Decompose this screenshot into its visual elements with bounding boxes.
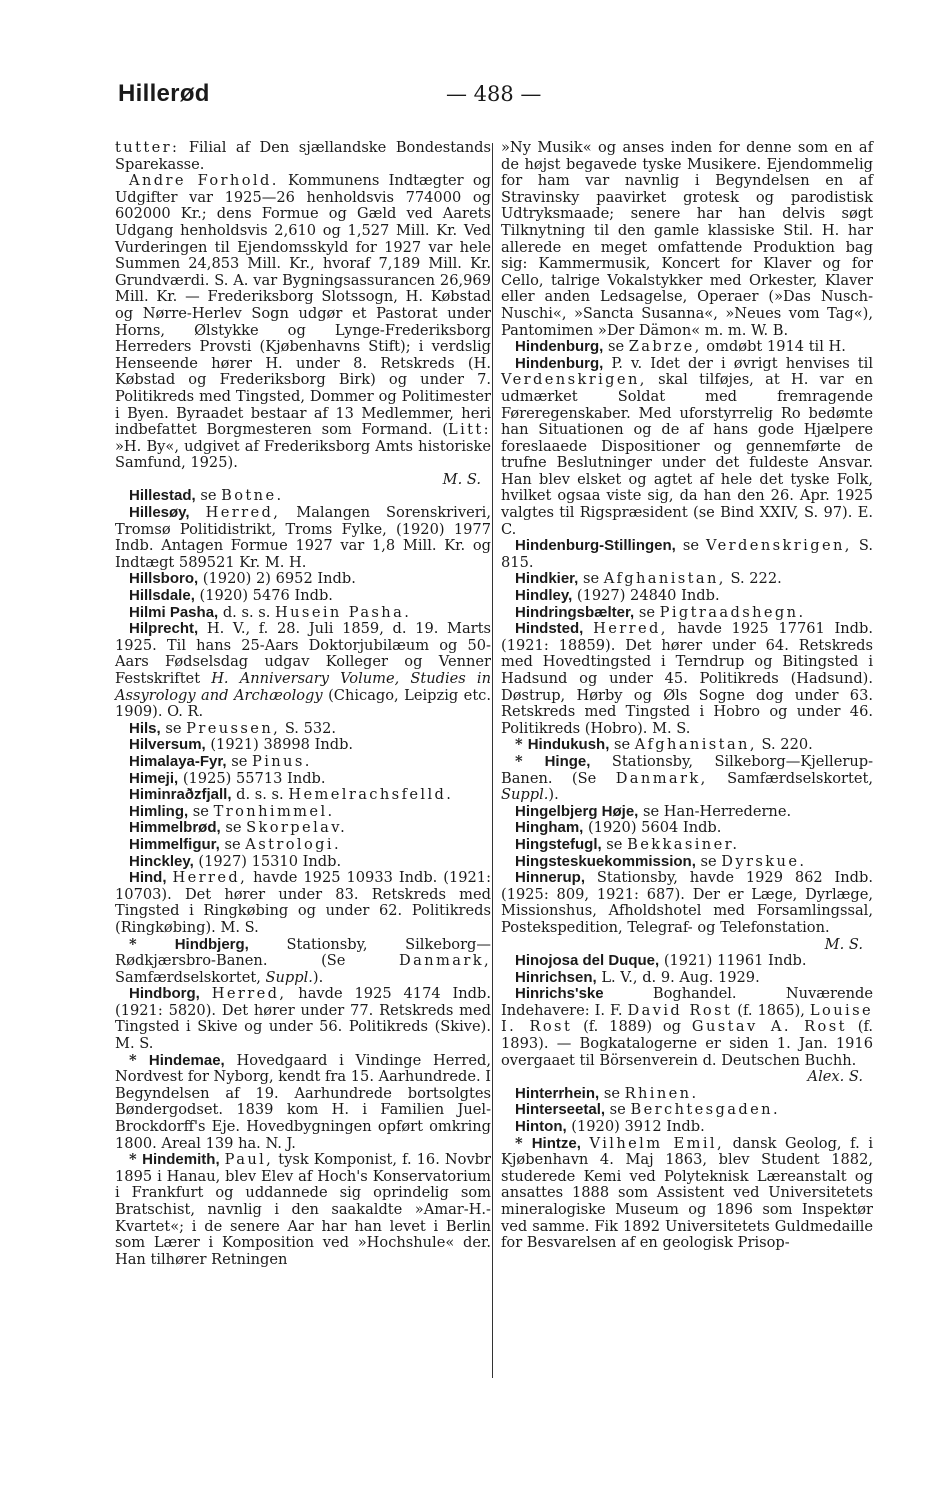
spaced-text: tutter: — [115, 139, 180, 156]
spaced-text: Bekkasiner. — [627, 835, 740, 853]
left-column — [115, 140, 491, 1268]
entry-text: havde 1925 10933 Indb. (1921: 10703). Det hører under 83. Retskreds med Tingsted i Ringkøbing og under 62. Politikreds (Ringkøbing). M. S. — [115, 869, 492, 936]
spaced-text: Husein Pasha. — [275, 603, 412, 621]
asterisk-marker: * — [515, 736, 528, 754]
entry-headword: Hind, — [129, 869, 167, 887]
spaced-text: Tronhimmel. — [213, 802, 335, 820]
entry-text: (1921) 11961 Indb. — [659, 952, 807, 970]
entry-text: se — [219, 835, 246, 853]
entry-text: S. 815. — [501, 537, 873, 571]
entry-text: tysk Komponist, f. 16. Novbr 1895 i Hanau, blev Elev af Hoch's Konservatorium i Frankfurt og uddannede sig oprindelig som Bratschist, navnlig i den saakaldte »Amar-H.-Kvartet«; i de senere Aar har han levet i Berlin som Lærer i Komposition ved »Hochshule« der. Han tilhører Retningen — [115, 1151, 492, 1268]
entry-headword: Hillsdale, — [129, 587, 195, 605]
entry-text — [200, 985, 212, 1002]
spaced-text: Louise I. Rost — [501, 1001, 873, 1036]
dictionary-entry — [501, 1136, 873, 1252]
entry-text: se — [675, 537, 707, 555]
dictionary-entry — [115, 771, 491, 788]
text-paragraph — [115, 140, 491, 173]
spaced-text: Botne. — [221, 487, 284, 505]
spaced-text: Skorpelav. — [246, 819, 348, 837]
entry-headword: Hinton, — [515, 1118, 567, 1136]
dictionary-entry — [115, 1152, 491, 1268]
entry-text: se Han-Herrederne. — [638, 802, 792, 820]
entry-headword: Hingelbjerg Høje, — [515, 802, 639, 820]
dictionary-entry — [501, 804, 873, 821]
entry-text: S. 532. — [280, 719, 337, 737]
dictionary-entry — [501, 588, 873, 605]
dictionary-entry — [501, 1102, 873, 1119]
entry-text: se — [695, 852, 722, 870]
entry-text: se — [195, 487, 222, 505]
entry-text: S. 220. — [756, 736, 813, 754]
entry-headword: Hilmi Pasha, — [129, 603, 219, 621]
entry-headword: Hingstefugl, — [515, 835, 602, 853]
entry-headword: Hindkier, — [515, 570, 579, 588]
entry-headword: Hindemith, — [142, 1151, 220, 1169]
dictionary-entry — [115, 870, 491, 936]
entry-text: (1921) 38998 Indb. — [205, 736, 354, 754]
entry-text: se — [578, 570, 604, 588]
entry-text: Boghandel. Nuværende Indehavere: I. F. — [501, 985, 873, 1019]
entry-headword: Hingsteskuekommission, — [515, 852, 696, 870]
entry-text: se — [634, 603, 660, 621]
spaced-text: Zabrze, — [628, 338, 702, 356]
dictionary-entry — [115, 605, 491, 622]
entry-text: (1920) 5476 Indb. — [194, 587, 333, 605]
entry-text: (f. 1893). — Bogkatalogerne er siden 1. Jan. 1916 overgaaet til Börsenverein d. Deutschen Buchh. — [501, 1018, 873, 1069]
entry-text: »H. By«, udgivet af Frederiksborg Amts historiske Samfund, 1925). — [115, 437, 491, 472]
dictionary-entry — [115, 621, 491, 721]
spaced-text: Herred, — [205, 504, 281, 522]
entry-headword: Hindborg, — [129, 985, 200, 1003]
entry-text: Stationsby, Silkeborg—Kjellerup-Banen. (Se — [501, 752, 873, 787]
entry-text: Malangen Sorenskriveri, Tromsø Politidistrikt, Troms Fylke, (1920) 1977 Indb. Antagen Formue 1927 var 1,8 Mill. Kr. og Indtægt 589521 Kr. M. H. — [115, 504, 491, 571]
entry-headword: Hinterseetal, — [515, 1101, 606, 1119]
entry-text: (1927) 15310 Indb. — [193, 852, 342, 870]
entry-text: d. s. s. — [231, 786, 289, 804]
dictionary-entry — [501, 953, 873, 970]
dictionary-entry — [501, 538, 873, 571]
entry-text: Kommunens Indtægter og Udgifter var 1925—26 henholdsvis 774000 og 602000 Kr.; dens Formue og Gæld ved Aarets Udgang henholdsvis 2,610 og 1,527 Mill. Kr. Ved Vurderingen til Ejendomsskyld for 1927 var hele Summen 24,853 Mill. Kr., hvoraf 7,189 Mill. Kr. Grundværdi. S. A. var Bygningsassurancen 26,969 Mill. Kr. — Frederiksborg Slotssogn, H. Købstad og Nørre-Herlev Sogn udgør et Pastorat under Horns, Ølstykke og Lynge-Frederiksborg Herreders Provsti (Kjøbenhavns Stift); i verdslig Henseende hører H. under 8. Retskreds (H. Købstad og Frederiksborg Birk) og under 7. Politikreds med Tingsted, Dommer og Politimester i Byen. Byraadet bestaar af 13 Medlemmer, heri indbefattet Borgmesteren som Formand. ( — [115, 172, 491, 439]
entry-headword: Hinojosa del Duque, — [515, 952, 660, 970]
entry-text: (1925) 55713 Indb. — [178, 769, 326, 787]
italic-text: Suppl. — [265, 968, 313, 986]
entry-text — [190, 504, 206, 521]
entry-text: Stationsby, havde 1929 862 Indb. (1925: 809, 1921: 687). Der er Læge, Dyrlæge, Missionshus, Afholdshotel med Forsamlingssal, Postekspedition, Telegraf- og Telefonstation. — [501, 869, 873, 936]
entry-text: Filial af Den sjællandske Bondestands Sparekasse. — [115, 139, 491, 173]
entry-text: (1920) 2) 6952 Indb. — [198, 570, 356, 588]
spaced-text: Herred, — [172, 869, 248, 887]
entry-text: se — [188, 802, 214, 820]
spaced-text: Dyrskue. — [721, 852, 807, 870]
entry-text: ). — [312, 968, 324, 986]
dictionary-entry — [115, 986, 491, 1052]
entry-text — [583, 620, 593, 637]
entry-text: H. V., f. 28. Juli 1859, d. 19. Marts 1925. Til hans 25-Aars Doktorjubilæum og 50-Aars Fødselsdag udgav Kolleger og Venner Festskriftet — [115, 620, 491, 687]
entry-headword: Himeji, — [129, 769, 179, 787]
entry-headword: Hinterrhein, — [515, 1084, 600, 1102]
asterisk-marker: * — [129, 935, 175, 953]
entry-headword: Hindenburg, — [515, 338, 604, 356]
entry-text: (1927) 24840 Indb. — [572, 587, 720, 605]
dictionary-entry — [501, 986, 873, 1069]
spaced-text: Andre Forhold. — [129, 172, 279, 190]
spaced-text: Afghanistan, — [603, 570, 726, 588]
entry-headword: Himmelbrød, — [129, 819, 221, 837]
spaced-text: Verdenskrigen, — [501, 371, 647, 389]
entry-text: se — [601, 835, 628, 853]
author-signature: M. S. — [442, 470, 481, 488]
right-column — [501, 140, 873, 1252]
entry-text: Hovedgaard i Vindinge Herred, Nordvest for Nyborg, kendt fra 15. Aarhundrede. I Begyndelsen af 19. Aarhundrede bortsolgtes Bøndergodset. 1839 kom H. i Familien Juel-Brockdorff's Eje. Hovedbygningen opført omkring 1800. Areal 139 ha. N. J. — [115, 1051, 491, 1152]
author-signature: M. S. — [824, 935, 863, 953]
dictionary-entry — [501, 1086, 873, 1103]
entry-text: »Ny Musik« og anses inden for denne som en af de højst begavede tyske Musikere. Ejendommelig for ham var navnlig i Begyndelsen en af Stravinsky paavirket grotesk og parodistisk Udtryksmaade; senere har han delvis søgt Tilknytning til den gamle klassiske Stil. H. har allerede en meget omfattende Produktion bag sig: Kammermusik, Koncert for Klaver og for Cello, talrige Vokalstykker med Orkester, Klaver eller anden Ledsagelse, Operaer (»Das Nusch-Nuschi«, »Sancta Susanna«, »Neues vom Tag«), Pantomimen »Der Dämon« m. m. W. B. — [501, 139, 873, 339]
entry-headword: Hindemae, — [148, 1051, 225, 1069]
dictionary-entry — [501, 1119, 873, 1136]
entry-text: (1920) 3912 Indb. — [566, 1118, 705, 1136]
entry-text: Samfærdselskortet, — [115, 968, 266, 986]
entry-headword: Hilversum, — [129, 736, 206, 754]
entry-headword: Himmelfigur, — [129, 835, 220, 853]
entry-text: ). — [548, 786, 559, 804]
entry-headword: Hils, — [129, 719, 161, 737]
entry-headword: Hintze, — [531, 1134, 581, 1152]
spaced-text: Preussen, — [186, 719, 281, 737]
entry-headword: Hindenburg, — [515, 354, 604, 372]
dictionary-entry — [501, 837, 873, 854]
dictionary-entry — [115, 787, 491, 804]
dictionary-entry — [115, 588, 491, 605]
text-paragraph — [115, 173, 491, 472]
entry-text: S. 222. — [725, 570, 782, 588]
entry-headword: Hinrichs'ske — [515, 985, 604, 1003]
dictionary-entry — [115, 820, 491, 837]
dictionary-entry — [501, 854, 873, 871]
entry-text: Samfærdselskortet, — [707, 769, 873, 787]
spaced-text: Paul, — [224, 1151, 274, 1169]
entry-text: (f. 1865), — [732, 1001, 810, 1019]
entry-text: (f. 1889) og — [572, 1018, 692, 1036]
entry-headword: Hilprecht, — [129, 620, 199, 638]
entry-text: dansk Geolog, f. i Kjøbenhavn 4. Maj 1863, blev Student 1882, studerede Kemi ved Polyteknisk Læreanstalt og ansattes 1888 som Assistent ved Universitetets mineralogiske Museum og 1896 som Inspektør ved samme. Fik 1892 Universitetets Guldmedaille for Besvarelsen af en geologisk Prisop- — [501, 1134, 874, 1252]
entry-headword: Himinraðzfjall, — [129, 786, 232, 804]
entry-text: havde 1925 17761 Indb. (1921: 18859). Det hører under 64. Retskreds med Hovedtingsted i Terndrup og Bitingsted i Hadsund og under 45. Politikreds (Hadsund). Døstrup, Hørby og Øls Sogne dog under 63. Retskreds med Tingsted i Hobro og under 46. Politikreds (Hobro). M. S. — [501, 620, 874, 737]
entry-headword: Himalaya-Fyr, — [129, 752, 227, 770]
asterisk-marker: * — [515, 1134, 532, 1152]
entry-text: Stationsby, Silkeborg—Rødkjærsbro-Banen. (Se — [115, 935, 491, 970]
entry-text: se — [603, 338, 629, 356]
entry-headword: Hinnerup, — [515, 869, 585, 887]
author-signature: Alex. S. — [807, 1068, 863, 1086]
entry-text — [581, 1135, 590, 1152]
entry-text: L. V., d. 9. Aug. 1929. — [596, 968, 760, 986]
spaced-text: Verdenskrigen, — [706, 537, 852, 555]
entry-headword: Hindenburg-Stillingen, — [515, 537, 676, 555]
dictionary-entry — [115, 854, 491, 871]
asterisk-marker: * — [129, 1151, 143, 1169]
entry-headword: Hillesøy, — [129, 504, 190, 522]
dictionary-entry — [501, 970, 873, 987]
spaced-text: Afghanistan, — [634, 736, 757, 754]
spaced-text: Pinus. — [251, 752, 312, 770]
spaced-text: Berchtesgaden. — [630, 1101, 781, 1119]
entry-headword: Hinge, — [544, 752, 591, 770]
entry-text: P. v. Idet der i øvrigt henvises til — [603, 354, 873, 372]
dictionary-entry — [115, 737, 491, 754]
entry-headword: Hindringsbælter, — [515, 603, 635, 621]
spaced-text: Gustav A. Rost — [691, 1018, 847, 1036]
dictionary-entry — [115, 721, 491, 738]
entry-text: havde 1925 4174 Indb. (1921: 5820). Det hører under 77. Retskreds med Tingsted i Skive og under 56. Politikreds (Skive). M. S. — [115, 985, 491, 1053]
entry-text: skal tilføjes, at H. var en udmærket Soldat med fremragende Føreregenskaber. Med uforstyrrelig Ro bedømte han Situationen og de af hans gode Hjælpere foreslaaede Dispositioner og gennemførte de trufne Beslutninger under det fuldeste Ansvar. Han blev elsket og agtet af hele det tyske Folk, hvilket ogsaa viste sig, da han den 26. Apr. 1925 valgtes til Rigspræsident (se Bind XXIV, S. 97). E. C. — [501, 371, 873, 538]
spaced-text: Herred, — [211, 985, 287, 1003]
dictionary-entry — [501, 621, 873, 737]
dictionary-entry — [501, 870, 873, 936]
italic-text: H. Anniversary Volume, Studies in Assyrology and Archæology — [115, 670, 492, 704]
entry-headword: Hillsboro, — [129, 570, 199, 588]
entry-headword: Hinrichsen, — [515, 968, 597, 986]
column-divider — [492, 143, 493, 1378]
dictionary-entry — [501, 571, 873, 588]
entry-headword: Hingham, — [515, 819, 584, 837]
spaced-text: David Rost — [627, 1001, 733, 1019]
spaced-text: Litt: — [447, 421, 491, 439]
spaced-text: Rhinen. — [624, 1084, 699, 1102]
entry-headword: Hindukush, — [527, 736, 610, 754]
asterisk-marker: * — [129, 1051, 149, 1069]
entry-text: (1920) 5604 Indb. — [583, 819, 722, 837]
entry-text: se — [599, 1084, 625, 1102]
spaced-text: Hemelrachsfelld. — [288, 786, 454, 804]
italic-text: Suppl. — [501, 786, 549, 804]
entry-headword: Himling, — [129, 802, 189, 820]
spaced-text: Pigtraadshegn. — [659, 603, 806, 621]
dictionary-entry — [501, 339, 873, 356]
spaced-text: Herred, — [593, 620, 668, 638]
entry-text: se — [160, 719, 187, 737]
dictionary-entry — [501, 356, 873, 539]
spaced-text: Danmark, — [399, 952, 491, 970]
dictionary-entry — [501, 605, 873, 622]
dictionary-entry — [115, 1053, 491, 1153]
entry-text: d. s. s. — [218, 603, 275, 621]
dictionary-entry — [115, 571, 491, 588]
text-paragraph — [501, 140, 873, 339]
entry-headword: Hindbjerg, — [174, 935, 249, 953]
dictionary-entry — [115, 837, 491, 854]
entry-text: se — [609, 736, 635, 754]
dictionary-entry — [115, 488, 491, 505]
asterisk-marker: * — [515, 752, 545, 770]
dictionary-entry — [115, 804, 491, 821]
spaced-text: Vilhelm Emil, — [589, 1134, 724, 1152]
dictionary-entry — [501, 754, 873, 804]
entry-text: se — [605, 1101, 631, 1119]
dictionary-entry — [115, 505, 491, 571]
page-header — [0, 0, 928, 120]
dictionary-entry — [501, 737, 873, 754]
running-head-title: Hillerød — [118, 80, 210, 107]
spaced-text: Danmark, — [615, 769, 708, 787]
entry-headword: Hindsted, — [515, 620, 584, 638]
entry-text: omdøbt 1914 til H. — [701, 338, 846, 356]
entry-text: se — [226, 752, 252, 770]
page-number: — 488 — — [446, 82, 542, 106]
dictionary-entry — [115, 937, 491, 987]
dictionary-entry — [115, 754, 491, 771]
entry-headword: Hillestad, — [129, 487, 196, 505]
entry-headword: Hinckley, — [129, 852, 194, 870]
entry-headword: Hindley, — [515, 587, 573, 605]
entry-text: (Chicago, Leipzig etc. 1909). O. R. — [115, 686, 491, 721]
entry-text: se — [220, 819, 247, 837]
dictionary-entry — [501, 820, 873, 837]
spaced-text: Astrologi. — [245, 835, 342, 853]
